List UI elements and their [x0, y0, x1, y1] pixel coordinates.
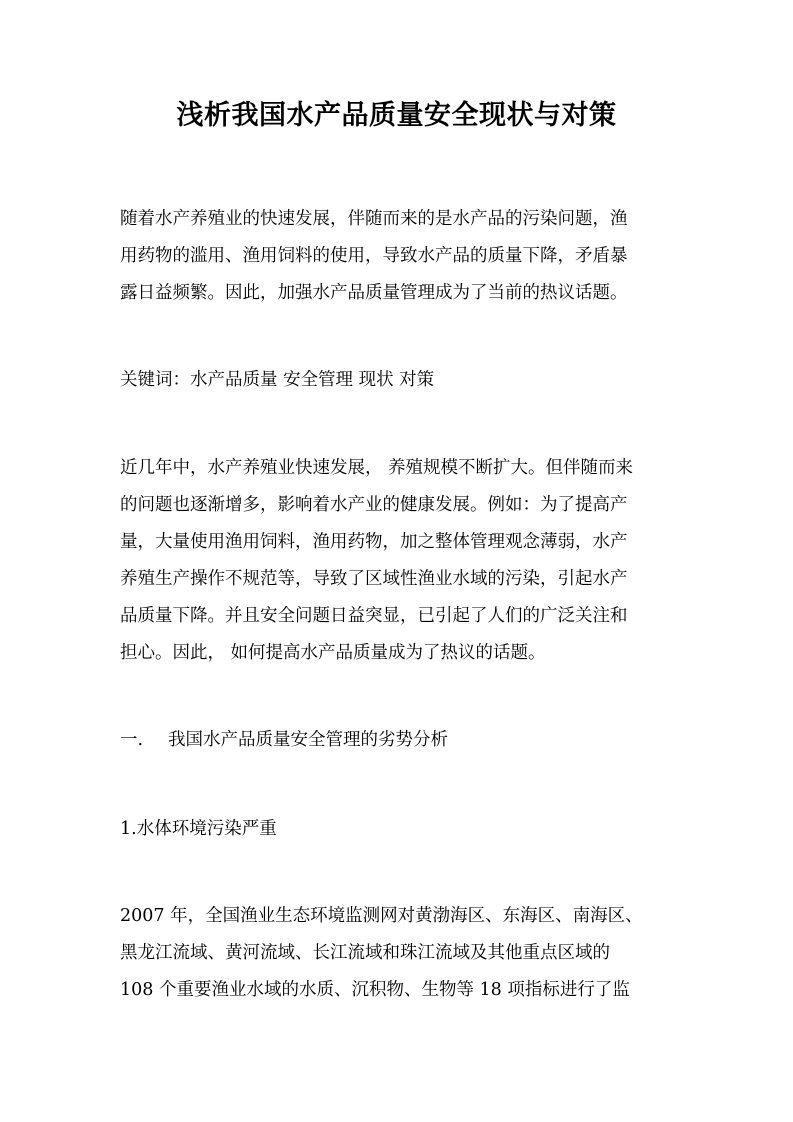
intro-line: 的问题也逐渐增多，影响着水产业的健康发展。例如：为了提高产	[120, 495, 628, 515]
section-number: 一.	[120, 730, 144, 750]
intro-line: 养殖生产操作不规范等，导致了区域性渔业水域的污染，引起水产	[120, 569, 628, 589]
abstract-line: 随着水产养殖业的快速发展，伴随而来的是水产品的污染问题，渔	[120, 209, 628, 229]
intro-line: 量，大量使用渔用饲料，渔用药物，加之整体管理观念薄弱，水产	[120, 532, 628, 552]
abstract-line: 露日益频繁。因此，加强水产品质量管理成为了当前的热议话题。	[120, 283, 628, 303]
section-heading	[120, 722, 680, 759]
subsection-heading	[120, 811, 680, 848]
section-heading-line	[120, 722, 680, 759]
intro-line: 品质量下降。并且安全问题日益突显，已引起了人们的广泛关注和	[120, 606, 628, 626]
intro-line: 担心。因此， 如何提高水产品质量成为了热议的话题。	[120, 643, 546, 663]
abstract-line: 用药物的滥用、渔用饲料的使用，导致水产品的质量下降，矛盾暴	[120, 246, 628, 266]
keywords-label: 关键词：	[120, 370, 190, 390]
intro-paragraph	[120, 450, 680, 672]
body-line: 2007 年，全国渔业生态环境监测网对黄渤海区、东海区、南海区、	[120, 906, 643, 926]
keywords-line	[120, 362, 680, 399]
document-title: 浅析我国水产品质量安全现状与对策	[176, 100, 617, 131]
subsection-title: 1.水体环境污染严重	[120, 819, 277, 839]
body-paragraph	[120, 898, 680, 1009]
keywords-paragraph	[120, 362, 680, 399]
section-title: 我国水产品质量安全管理的劣势分析	[168, 730, 448, 750]
body-line: 黑龙江流域、黄河流域、长江流域和珠江流域及其他重点区域的	[120, 943, 610, 963]
keywords-terms: 水产品质量 安全管理 现状 对策	[190, 370, 435, 390]
abstract-paragraph	[120, 201, 680, 312]
body-line: 108 个重要渔业水域的水质、沉积物、生物等 18 项指标进行了监	[120, 980, 630, 1000]
intro-line: 近几年中，水产养殖业快速发展， 养殖规模不断扩大。但伴随而来	[120, 458, 634, 478]
